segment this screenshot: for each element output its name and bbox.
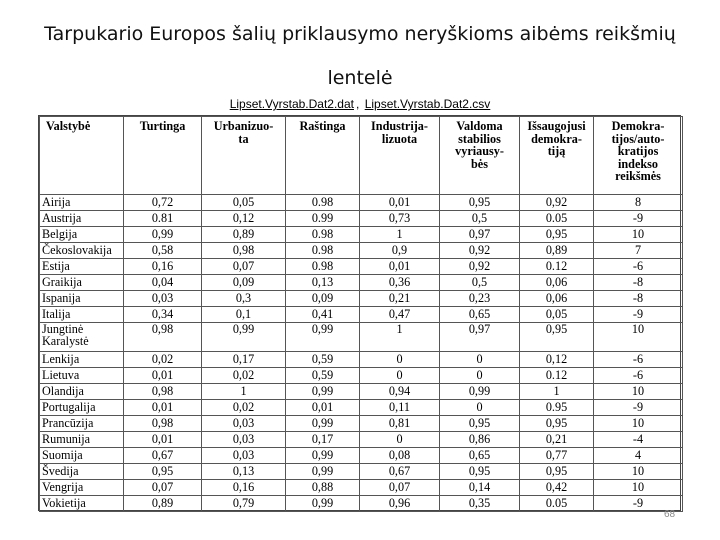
country-cell: Jungtinė Karalystė xyxy=(40,323,124,352)
value-cell: 0.81 xyxy=(124,211,202,227)
value-cell: 0,03 xyxy=(202,448,286,464)
value-cell: 0,92 xyxy=(440,243,520,259)
value-cell: 0,1 xyxy=(202,307,286,323)
value-cell: 8 xyxy=(594,195,683,211)
value-cell: 0,07 xyxy=(202,259,286,275)
value-cell: 0,77 xyxy=(520,448,594,464)
value-cell: -6 xyxy=(594,368,683,384)
value-cell: 0,23 xyxy=(440,291,520,307)
value-cell: 0,95 xyxy=(520,416,594,432)
country-cell: Rumunija xyxy=(40,432,124,448)
table-row xyxy=(40,307,683,323)
value-cell: 0,81 xyxy=(360,416,440,432)
table-body xyxy=(40,195,683,512)
country-cell: Čekoslovakija xyxy=(40,243,124,259)
column-header: Urbanizuo- ta xyxy=(202,117,286,195)
table-row xyxy=(40,211,683,227)
value-cell: 0,99 xyxy=(440,384,520,400)
table-row xyxy=(40,432,683,448)
value-cell: 0,01 xyxy=(286,400,360,416)
value-cell: 0,95 xyxy=(124,464,202,480)
value-cell: 0,21 xyxy=(360,291,440,307)
column-header: Išsaugojusi demokra- tiją xyxy=(520,117,594,195)
value-cell: 10 xyxy=(594,416,683,432)
value-cell: 0,65 xyxy=(440,307,520,323)
value-cell: 0,99 xyxy=(286,496,360,512)
value-cell: 0,99 xyxy=(124,227,202,243)
column-header: Raštinga xyxy=(286,117,360,195)
value-cell: 0,01 xyxy=(124,400,202,416)
value-cell: -6 xyxy=(594,259,683,275)
value-cell: 0,94 xyxy=(360,384,440,400)
value-cell: 0,95 xyxy=(520,464,594,480)
country-cell: Vengrija xyxy=(40,480,124,496)
value-cell: 0,14 xyxy=(440,480,520,496)
value-cell: 0.98 xyxy=(286,259,360,275)
value-cell: 0,09 xyxy=(286,291,360,307)
table-row xyxy=(40,416,683,432)
value-cell: 0,99 xyxy=(286,464,360,480)
table-row xyxy=(40,448,683,464)
table-row xyxy=(40,464,683,480)
value-cell: 10 xyxy=(594,464,683,480)
value-cell: 0,41 xyxy=(286,307,360,323)
table-row xyxy=(40,291,683,307)
value-cell: 1 xyxy=(360,323,440,352)
value-cell: 1 xyxy=(202,384,286,400)
value-cell: 0,73 xyxy=(360,211,440,227)
column-header: Valstybė xyxy=(40,117,124,195)
value-cell: 0,16 xyxy=(202,480,286,496)
country-cell: Ispanija xyxy=(40,291,124,307)
table-row xyxy=(40,227,683,243)
value-cell: 0,88 xyxy=(286,480,360,496)
country-cell: Olandija xyxy=(40,384,124,400)
value-cell: 0,17 xyxy=(286,432,360,448)
column-header: Industrija- lizuota xyxy=(360,117,440,195)
value-cell: 0,95 xyxy=(440,195,520,211)
value-cell: 0,13 xyxy=(202,464,286,480)
value-cell: 0.98 xyxy=(286,243,360,259)
country-cell: Prancūzija xyxy=(40,416,124,432)
value-cell: 0,99 xyxy=(286,384,360,400)
value-cell: 0.98 xyxy=(286,195,360,211)
value-cell: 0,21 xyxy=(520,432,594,448)
value-cell: 10 xyxy=(594,323,683,352)
link-separator: , xyxy=(356,97,360,111)
value-cell: 0,3 xyxy=(202,291,286,307)
page-number: 68 xyxy=(664,509,676,520)
value-cell: 0,5 xyxy=(440,211,520,227)
value-cell: 0,02 xyxy=(202,368,286,384)
value-cell: 0,05 xyxy=(520,307,594,323)
value-cell: 0,17 xyxy=(202,352,286,368)
value-cell: 0,13 xyxy=(286,275,360,291)
value-cell: 0.05 xyxy=(520,211,594,227)
country-cell: Estija xyxy=(40,259,124,275)
value-cell: 0,02 xyxy=(202,400,286,416)
link-dat-file[interactable]: Lipset.Vyrstab.Dat2.dat xyxy=(229,97,354,111)
value-cell: 0,11 xyxy=(360,400,440,416)
country-cell: Lenkija xyxy=(40,352,124,368)
value-cell: 0,99 xyxy=(202,323,286,352)
value-cell: 0,86 xyxy=(440,432,520,448)
value-cell: 0,06 xyxy=(520,291,594,307)
value-cell: 0,07 xyxy=(360,480,440,496)
value-cell: 0 xyxy=(360,432,440,448)
value-cell: 0 xyxy=(360,352,440,368)
value-cell: 0,12 xyxy=(202,211,286,227)
value-cell: 0,59 xyxy=(286,368,360,384)
value-cell: 0.95 xyxy=(520,400,594,416)
value-cell: -4 xyxy=(594,432,683,448)
value-cell: 0,01 xyxy=(360,259,440,275)
fuzzy-set-table xyxy=(39,116,683,512)
value-cell: 0,08 xyxy=(360,448,440,464)
value-cell: 0,67 xyxy=(360,464,440,480)
value-cell: -9 xyxy=(594,307,683,323)
value-cell: 0.12 xyxy=(520,368,594,384)
value-cell: 0,9 xyxy=(360,243,440,259)
value-cell: 4 xyxy=(594,448,683,464)
value-cell: 0,35 xyxy=(440,496,520,512)
table-row xyxy=(40,243,683,259)
value-cell: 0,05 xyxy=(202,195,286,211)
value-cell: 0,95 xyxy=(440,416,520,432)
value-cell: -9 xyxy=(594,496,683,512)
table-row xyxy=(40,275,683,291)
value-cell: -8 xyxy=(594,291,683,307)
value-cell: 0,04 xyxy=(124,275,202,291)
value-cell: 0,34 xyxy=(124,307,202,323)
value-cell: 0,01 xyxy=(124,368,202,384)
country-cell: Lietuva xyxy=(40,368,124,384)
value-cell: 0.98 xyxy=(286,227,360,243)
table-row xyxy=(40,480,683,496)
value-cell: 0,02 xyxy=(124,352,202,368)
value-cell: 10 xyxy=(594,227,683,243)
country-cell: Airija xyxy=(40,195,124,211)
value-cell: 0,98 xyxy=(124,416,202,432)
value-cell: 1 xyxy=(360,227,440,243)
table-row xyxy=(40,323,683,352)
country-cell: Vokietija xyxy=(40,496,124,512)
country-cell: Italija xyxy=(40,307,124,323)
value-cell: 0,89 xyxy=(202,227,286,243)
value-cell: -8 xyxy=(594,275,683,291)
value-cell: 0,92 xyxy=(520,195,594,211)
value-cell: 0,42 xyxy=(520,480,594,496)
value-cell: 0,95 xyxy=(520,323,594,352)
table-row xyxy=(40,368,683,384)
value-cell: 0,72 xyxy=(124,195,202,211)
value-cell: 0,92 xyxy=(440,259,520,275)
value-cell: 7 xyxy=(594,243,683,259)
value-cell: -9 xyxy=(594,211,683,227)
table-row xyxy=(40,259,683,275)
value-cell: 0,89 xyxy=(520,243,594,259)
value-cell: 0,99 xyxy=(286,448,360,464)
table-row xyxy=(40,352,683,368)
value-cell: -9 xyxy=(594,400,683,416)
fuzzy-set-table-frame xyxy=(38,115,681,511)
country-cell: Austrija xyxy=(40,211,124,227)
country-cell: Belgija xyxy=(40,227,124,243)
value-cell: 0,03 xyxy=(124,291,202,307)
value-cell: 0,67 xyxy=(124,448,202,464)
value-cell: 0,06 xyxy=(520,275,594,291)
value-cell: 0,07 xyxy=(124,480,202,496)
value-cell: 0.12 xyxy=(520,259,594,275)
country-cell: Graikija xyxy=(40,275,124,291)
country-cell: Suomija xyxy=(40,448,124,464)
value-cell: 0,09 xyxy=(202,275,286,291)
value-cell: 0,79 xyxy=(202,496,286,512)
value-cell: 0,95 xyxy=(520,227,594,243)
value-cell: 0,03 xyxy=(202,432,286,448)
value-cell: 0,96 xyxy=(360,496,440,512)
value-cell: 0 xyxy=(360,368,440,384)
value-cell: 10 xyxy=(594,480,683,496)
value-cell: 0,98 xyxy=(124,384,202,400)
column-header: Demokra- tijos/auto- kratijos indekso reikšmės xyxy=(594,117,683,195)
value-cell: 0,98 xyxy=(124,323,202,352)
value-cell: 0,95 xyxy=(440,464,520,480)
page-title-line1: Tarpukario Europos šalių priklausymo neryškioms aibėms reikšmių xyxy=(44,23,676,45)
value-cell: 0.05 xyxy=(520,496,594,512)
value-cell: 0,99 xyxy=(286,416,360,432)
value-cell: 0 xyxy=(440,368,520,384)
country-cell: Švedija xyxy=(40,464,124,480)
link-csv-file[interactable]: Lipset.Vyrstab.Dat2.csv xyxy=(364,97,491,111)
value-cell: 0,65 xyxy=(440,448,520,464)
page-title-line2: lentelė xyxy=(327,67,393,89)
value-cell: 0,36 xyxy=(360,275,440,291)
value-cell: 0.99 xyxy=(286,211,360,227)
value-cell: 0 xyxy=(440,352,520,368)
column-header: Turtinga xyxy=(124,117,202,195)
value-cell: 0,03 xyxy=(202,416,286,432)
value-cell: 0 xyxy=(440,400,520,416)
value-cell: 0,58 xyxy=(124,243,202,259)
data-file-links xyxy=(0,97,720,111)
value-cell: 0,99 xyxy=(286,323,360,352)
value-cell: -6 xyxy=(594,352,683,368)
value-cell: 0,01 xyxy=(124,432,202,448)
table-row xyxy=(40,384,683,400)
country-cell: Portugalija xyxy=(40,400,124,416)
value-cell: 0,16 xyxy=(124,259,202,275)
value-cell: 10 xyxy=(594,384,683,400)
table-header-row xyxy=(40,117,683,195)
value-cell: 1 xyxy=(520,384,594,400)
value-cell: 0,47 xyxy=(360,307,440,323)
table-row xyxy=(40,195,683,211)
value-cell: 0,97 xyxy=(440,323,520,352)
column-header: Valdoma stabilios vyriausy- bės xyxy=(440,117,520,195)
value-cell: 0,12 xyxy=(520,352,594,368)
value-cell: 0,89 xyxy=(124,496,202,512)
value-cell: 0,97 xyxy=(440,227,520,243)
value-cell: 0,5 xyxy=(440,275,520,291)
value-cell: 0,01 xyxy=(360,195,440,211)
value-cell: 0,59 xyxy=(286,352,360,368)
value-cell: 0,98 xyxy=(202,243,286,259)
table-row xyxy=(40,400,683,416)
table-row xyxy=(40,496,683,512)
